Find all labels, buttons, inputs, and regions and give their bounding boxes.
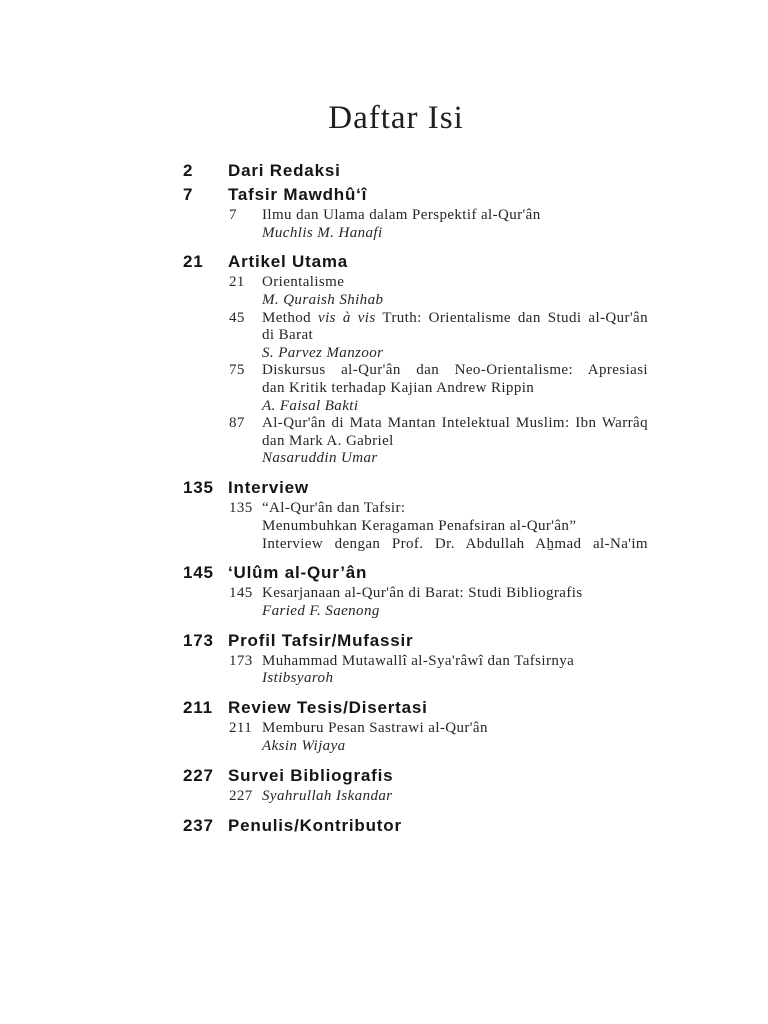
entry-page-number: 173 (229, 652, 253, 669)
section-heading (183, 561, 703, 585)
entry-title-line: Menumbuhkan Keragaman Penafsiran al-Qur'ân” (262, 517, 577, 534)
section-title: Artikel Utama (228, 252, 348, 272)
section-title: Survei Bibliografis (228, 765, 394, 785)
entry-author: Faried F. Saenong (262, 602, 380, 619)
section-title: Tafsir Mawdhû‘î (228, 185, 368, 204)
section-page-number: 173 (183, 630, 214, 650)
entry-title-line: “Al-Qur'ân dan Tafsir: (262, 500, 406, 517)
section-page-number: 21 (183, 252, 204, 272)
entry-line (183, 500, 703, 518)
entry-line (183, 398, 703, 416)
section-entries (183, 274, 703, 468)
entry-title-line: dan Kritik terhadap Kajian Andrew Rippin (262, 380, 535, 397)
entry-line (183, 788, 703, 806)
entry-line (183, 433, 703, 451)
entry-title-text: Truth: Orientalisme dan Studi al-Qur'ân (375, 309, 648, 326)
entry-line (183, 292, 703, 310)
entry-title-line: dan Mark A. Gabriel (262, 432, 394, 449)
entry-author: Muchlis M. Hanafi (262, 224, 383, 241)
entry-title-line: Ilmu dan Ulama dalam Perspektif al-Qur'ân (262, 207, 541, 223)
section-page-number: 227 (183, 765, 214, 785)
section-heading (183, 183, 703, 207)
entry-title-line: Muhammad Mutawallî al-Sya'râwî dan Tafsirnya (262, 652, 575, 669)
section-heading (183, 814, 703, 838)
entry-line (183, 585, 703, 603)
entry-title-line: Al-Qur'ân di Mata Mantan Intelektual Muslim: Ibn Warrâq (262, 415, 648, 432)
entry-line (183, 362, 703, 380)
entry-title-line: Kesarjanaan al-Qur'ân di Barat: Studi Bibliografis (262, 585, 583, 602)
entry-author: M. Quraish Shihab (262, 292, 384, 309)
entry-line (183, 310, 703, 328)
section-title: Profil Tafsir/Mufassir (228, 630, 414, 650)
entry-line (183, 670, 703, 688)
entry-line (183, 274, 703, 292)
entry-page-number: 145 (229, 585, 253, 602)
section-title: Interview (228, 478, 309, 498)
section-title: Dari Redaksi (228, 161, 341, 180)
section-title: ‘Ulûm al-Qur’ân (228, 563, 368, 583)
section-page-number: 135 (183, 478, 214, 498)
section-entries (183, 788, 703, 806)
entry-author: Syahrullah Iskandar (262, 787, 393, 804)
entry-author: Nasaruddin Umar (262, 450, 378, 467)
entry-line (183, 207, 703, 225)
entry-line (183, 415, 703, 433)
entry-page-number: 7 (229, 207, 237, 223)
entry-line (183, 536, 703, 554)
entry-author: Istibsyaroh (262, 670, 334, 687)
section-heading (183, 159, 703, 183)
section-entries (183, 500, 703, 553)
entry-line (183, 738, 703, 756)
entry-page-number: 227 (229, 787, 253, 804)
section-heading (183, 696, 703, 720)
entry-line (183, 327, 703, 345)
page-title: Daftar Isi (328, 100, 464, 136)
entry-line (183, 380, 703, 398)
section-heading (183, 250, 703, 274)
entry-page-number: 135 (229, 500, 253, 517)
entry-author: A. Faisal Bakti (262, 397, 359, 414)
section-entries (183, 207, 703, 242)
section-page-number: 237 (183, 815, 214, 835)
section-title: Review Tesis/Disertasi (228, 698, 428, 718)
entry-line (183, 603, 703, 621)
entry-page-number: 211 (229, 720, 253, 737)
entry-line (183, 450, 703, 468)
section-heading (183, 764, 703, 788)
section-heading (183, 476, 703, 500)
section-title: Penulis/Kontributor (228, 815, 402, 835)
entry-line (183, 653, 703, 671)
section-entries (183, 585, 703, 620)
entry-title-italic: vis à vis (318, 309, 376, 326)
entry-title-line: Interview dengan Prof. Dr. Abdullah Aẖmad al-Na'im (262, 535, 648, 552)
entry-line (183, 720, 703, 738)
entry-line (183, 345, 703, 363)
section-page-number: 7 (183, 185, 194, 204)
entry-title-line: di Barat (262, 327, 314, 344)
entry-author: Aksin Wijaya (262, 737, 346, 754)
entry-page-number: 45 (229, 309, 245, 326)
entry-title-line: Diskursus al-Qur'ân dan Neo-Orientalisme: Apresiasi (262, 362, 648, 379)
entry-author: S. Parvez Manzoor (262, 344, 384, 361)
entry-line (183, 518, 703, 536)
section-page-number: 145 (183, 563, 214, 583)
section-page-number: 2 (183, 161, 194, 180)
entry-page-number: 21 (229, 274, 245, 291)
entry-line (183, 225, 703, 243)
entry-title-line (262, 310, 648, 328)
section-entries (183, 720, 703, 755)
entry-page-number: 87 (229, 415, 245, 432)
table-of-contents (183, 159, 703, 838)
entry-title-line: Orientalisme (262, 274, 345, 291)
entry-title-line: Memburu Pesan Sastrawi al-Qur'ân (262, 720, 488, 737)
section-entries (183, 653, 703, 688)
entry-page-number: 75 (229, 362, 245, 379)
section-page-number: 211 (183, 698, 213, 718)
section-heading (183, 629, 703, 653)
entry-title-text: Method (262, 309, 319, 326)
